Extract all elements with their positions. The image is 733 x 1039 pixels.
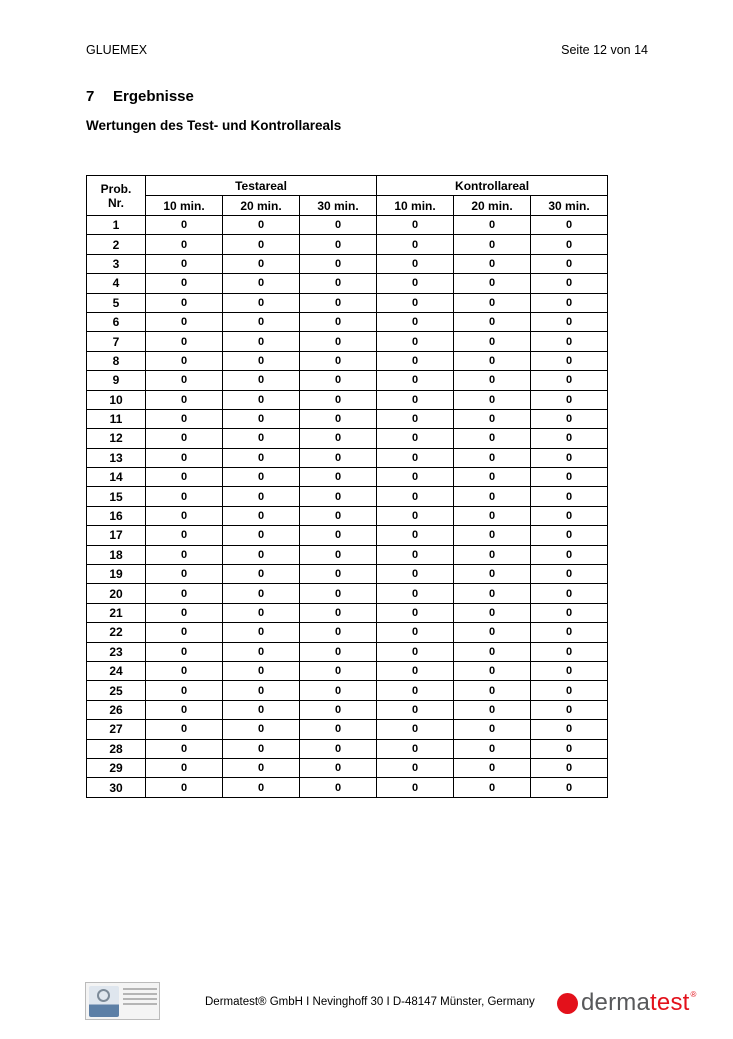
- proband-number-cell: 21: [87, 603, 146, 622]
- score-cell: 0: [531, 681, 608, 700]
- score-cell: 0: [146, 390, 223, 409]
- score-cell: 0: [223, 584, 300, 603]
- score-cell: 0: [454, 274, 531, 293]
- score-cell: 0: [300, 545, 377, 564]
- score-cell: 0: [377, 778, 454, 797]
- tuv-seal-icon: [89, 986, 119, 1017]
- score-cell: 0: [377, 390, 454, 409]
- score-cell: 0: [454, 720, 531, 739]
- score-cell: 0: [223, 545, 300, 564]
- table-row: [87, 468, 608, 487]
- header-testareal: Testareal: [146, 176, 377, 196]
- score-cell: 0: [531, 429, 608, 448]
- score-cell: 0: [223, 390, 300, 409]
- table-row: [87, 332, 608, 351]
- score-cell: 0: [300, 371, 377, 390]
- score-cell: 0: [377, 700, 454, 719]
- header-kontrollareal: Kontrollareal: [377, 176, 608, 196]
- score-cell: 0: [531, 739, 608, 758]
- score-cell: 0: [531, 351, 608, 370]
- document-header-left: GLUEMEX: [86, 43, 148, 57]
- score-cell: 0: [531, 312, 608, 331]
- table-row: [87, 409, 608, 428]
- header-prob-label: Prob.: [100, 181, 132, 196]
- proband-number-cell: 12: [87, 429, 146, 448]
- score-cell: 0: [223, 720, 300, 739]
- header-time: 20 min.: [454, 196, 531, 216]
- score-cell: 0: [146, 429, 223, 448]
- score-cell: 0: [300, 623, 377, 642]
- score-cell: 0: [300, 390, 377, 409]
- score-cell: 0: [300, 681, 377, 700]
- score-cell: 0: [377, 216, 454, 235]
- proband-number-cell: 23: [87, 642, 146, 661]
- score-cell: 0: [531, 642, 608, 661]
- score-cell: 0: [377, 642, 454, 661]
- score-cell: 0: [300, 720, 377, 739]
- score-cell: 0: [531, 293, 608, 312]
- score-cell: 0: [146, 720, 223, 739]
- score-cell: 0: [377, 506, 454, 525]
- proband-number-cell: 25: [87, 681, 146, 700]
- score-cell: 0: [223, 739, 300, 758]
- score-cell: 0: [223, 274, 300, 293]
- score-cell: 0: [146, 778, 223, 797]
- score-cell: 0: [377, 545, 454, 564]
- score-cell: 0: [454, 603, 531, 622]
- score-cell: 0: [454, 448, 531, 467]
- score-cell: 0: [531, 487, 608, 506]
- score-cell: 0: [146, 661, 223, 680]
- proband-number-cell: 7: [87, 332, 146, 351]
- score-cell: 0: [146, 254, 223, 273]
- score-cell: 0: [454, 584, 531, 603]
- proband-number-cell: 4: [87, 274, 146, 293]
- score-cell: 0: [377, 487, 454, 506]
- score-cell: 0: [223, 371, 300, 390]
- logo-part-test: test: [650, 989, 690, 1016]
- table-row: [87, 778, 608, 797]
- score-cell: 0: [454, 293, 531, 312]
- dermatest-logo: [557, 988, 696, 1018]
- page-number: Seite 12 von 14: [561, 43, 648, 57]
- score-cell: 0: [300, 584, 377, 603]
- proband-number-cell: 28: [87, 739, 146, 758]
- score-cell: 0: [223, 293, 300, 312]
- proband-number-cell: 18: [87, 545, 146, 564]
- score-cell: 0: [223, 487, 300, 506]
- score-cell: 0: [223, 351, 300, 370]
- score-cell: 0: [454, 661, 531, 680]
- table-row: [87, 681, 608, 700]
- table-row: [87, 545, 608, 564]
- score-cell: 0: [300, 565, 377, 584]
- proband-number-cell: 5: [87, 293, 146, 312]
- table-row: [87, 390, 608, 409]
- score-cell: 0: [146, 545, 223, 564]
- score-cell: 0: [223, 758, 300, 777]
- score-cell: 0: [531, 332, 608, 351]
- section-subtitle: Wertungen des Test- und Kontrollareals: [86, 118, 342, 133]
- table-row: [87, 584, 608, 603]
- score-cell: 0: [300, 739, 377, 758]
- table-row: [87, 642, 608, 661]
- proband-number-cell: 6: [87, 312, 146, 331]
- score-cell: 0: [300, 332, 377, 351]
- score-cell: 0: [377, 448, 454, 467]
- table-row: [87, 565, 608, 584]
- footer-address: Dermatest® GmbH I Nevinghoff 30 I D-48147 Münster, Germany: [205, 996, 535, 1008]
- table-row: [87, 506, 608, 525]
- score-cell: 0: [223, 409, 300, 428]
- score-cell: 0: [146, 409, 223, 428]
- table-row: [87, 720, 608, 739]
- score-cell: 0: [223, 429, 300, 448]
- score-cell: 0: [531, 506, 608, 525]
- cert-text-lines: [123, 988, 157, 1008]
- proband-number-cell: 20: [87, 584, 146, 603]
- proband-number-cell: 11: [87, 409, 146, 428]
- header-time: 30 min.: [300, 196, 377, 216]
- score-cell: 0: [377, 332, 454, 351]
- results-table-body: [87, 216, 608, 798]
- score-cell: 0: [300, 758, 377, 777]
- score-cell: 0: [377, 468, 454, 487]
- score-cell: 0: [377, 429, 454, 448]
- proband-number-cell: 8: [87, 351, 146, 370]
- score-cell: 0: [300, 293, 377, 312]
- score-cell: 0: [454, 216, 531, 235]
- score-cell: 0: [300, 468, 377, 487]
- score-cell: 0: [223, 681, 300, 700]
- score-cell: 0: [454, 468, 531, 487]
- score-cell: 0: [531, 526, 608, 545]
- proband-number-cell: 29: [87, 758, 146, 777]
- score-cell: 0: [454, 390, 531, 409]
- score-cell: 0: [146, 293, 223, 312]
- score-cell: 0: [454, 371, 531, 390]
- score-cell: 0: [146, 700, 223, 719]
- score-cell: 0: [146, 526, 223, 545]
- score-cell: 0: [300, 661, 377, 680]
- score-cell: 0: [300, 642, 377, 661]
- score-cell: 0: [531, 448, 608, 467]
- table-row: [87, 235, 608, 254]
- score-cell: 0: [146, 584, 223, 603]
- score-cell: 0: [531, 700, 608, 719]
- score-cell: 0: [454, 681, 531, 700]
- score-cell: 0: [146, 274, 223, 293]
- score-cell: 0: [223, 216, 300, 235]
- score-cell: 0: [454, 235, 531, 254]
- header-time: 30 min.: [531, 196, 608, 216]
- table-row: [87, 274, 608, 293]
- score-cell: 0: [146, 758, 223, 777]
- table-row: [87, 293, 608, 312]
- proband-number-cell: 30: [87, 778, 146, 797]
- proband-number-cell: 1: [87, 216, 146, 235]
- table-row: [87, 739, 608, 758]
- score-cell: 0: [146, 603, 223, 622]
- score-cell: 0: [300, 216, 377, 235]
- score-cell: 0: [146, 371, 223, 390]
- proband-number-cell: 26: [87, 700, 146, 719]
- score-cell: 0: [300, 409, 377, 428]
- score-cell: 0: [146, 565, 223, 584]
- score-cell: 0: [146, 623, 223, 642]
- score-cell: 0: [146, 351, 223, 370]
- score-cell: 0: [223, 700, 300, 719]
- table-row: [87, 216, 608, 235]
- score-cell: 0: [146, 681, 223, 700]
- score-cell: 0: [300, 700, 377, 719]
- score-cell: 0: [146, 312, 223, 331]
- section-heading: [86, 88, 194, 105]
- table-row: [87, 448, 608, 467]
- proband-number-cell: 13: [87, 448, 146, 467]
- logo-registered-mark: ®: [690, 990, 697, 999]
- score-cell: 0: [377, 584, 454, 603]
- score-cell: 0: [377, 293, 454, 312]
- score-cell: 0: [454, 506, 531, 525]
- score-cell: 0: [146, 332, 223, 351]
- proband-number-cell: 22: [87, 623, 146, 642]
- header-time: 10 min.: [146, 196, 223, 216]
- score-cell: 0: [531, 584, 608, 603]
- score-cell: 0: [377, 312, 454, 331]
- logo-red-dot-icon: [557, 993, 578, 1014]
- proband-number-cell: 14: [87, 468, 146, 487]
- score-cell: 0: [454, 409, 531, 428]
- score-cell: 0: [223, 235, 300, 254]
- score-cell: 0: [454, 545, 531, 564]
- score-cell: 0: [377, 565, 454, 584]
- score-cell: 0: [377, 409, 454, 428]
- header-proband-number: [87, 176, 146, 216]
- score-cell: 0: [531, 565, 608, 584]
- score-cell: 0: [531, 468, 608, 487]
- score-cell: 0: [454, 526, 531, 545]
- score-cell: 0: [454, 254, 531, 273]
- score-cell: 0: [377, 758, 454, 777]
- score-cell: 0: [531, 235, 608, 254]
- score-cell: 0: [377, 681, 454, 700]
- table-row: [87, 623, 608, 642]
- score-cell: 0: [454, 739, 531, 758]
- table-row: [87, 312, 608, 331]
- score-cell: 0: [223, 254, 300, 273]
- table-row: [87, 526, 608, 545]
- logo-wordmark: [581, 991, 690, 1015]
- score-cell: 0: [531, 274, 608, 293]
- table-row: [87, 700, 608, 719]
- score-cell: 0: [531, 216, 608, 235]
- score-cell: 0: [300, 448, 377, 467]
- score-cell: 0: [454, 332, 531, 351]
- score-cell: 0: [146, 468, 223, 487]
- proband-number-cell: 17: [87, 526, 146, 545]
- score-cell: 0: [223, 661, 300, 680]
- score-cell: 0: [531, 603, 608, 622]
- score-cell: 0: [454, 487, 531, 506]
- score-cell: 0: [531, 623, 608, 642]
- score-cell: 0: [454, 565, 531, 584]
- table-row: [87, 603, 608, 622]
- score-cell: 0: [377, 351, 454, 370]
- logo-part-derma: derma: [581, 989, 651, 1016]
- score-cell: 0: [454, 351, 531, 370]
- score-cell: 0: [531, 720, 608, 739]
- score-cell: 0: [146, 216, 223, 235]
- score-cell: 0: [531, 545, 608, 564]
- table-row: [87, 351, 608, 370]
- score-cell: 0: [223, 778, 300, 797]
- results-table: [86, 175, 608, 798]
- score-cell: 0: [377, 661, 454, 680]
- score-cell: 0: [146, 642, 223, 661]
- score-cell: 0: [223, 506, 300, 525]
- score-cell: 0: [531, 390, 608, 409]
- score-cell: 0: [300, 351, 377, 370]
- score-cell: 0: [454, 312, 531, 331]
- score-cell: 0: [377, 254, 454, 273]
- score-cell: 0: [146, 235, 223, 254]
- table-row: [87, 487, 608, 506]
- tuv-certification-badge-icon: [85, 982, 160, 1020]
- proband-number-cell: 10: [87, 390, 146, 409]
- score-cell: 0: [300, 274, 377, 293]
- score-cell: 0: [454, 700, 531, 719]
- score-cell: 0: [223, 312, 300, 331]
- score-cell: 0: [300, 778, 377, 797]
- score-cell: 0: [377, 274, 454, 293]
- header-time: 10 min.: [377, 196, 454, 216]
- score-cell: 0: [377, 739, 454, 758]
- score-cell: 0: [531, 758, 608, 777]
- score-cell: 0: [223, 565, 300, 584]
- table-row: [87, 661, 608, 680]
- proband-number-cell: 2: [87, 235, 146, 254]
- proband-number-cell: 19: [87, 565, 146, 584]
- proband-number-cell: 16: [87, 506, 146, 525]
- score-cell: 0: [223, 468, 300, 487]
- section-title: Ergebnisse: [113, 88, 194, 105]
- score-cell: 0: [454, 623, 531, 642]
- proband-number-cell: 27: [87, 720, 146, 739]
- score-cell: 0: [300, 254, 377, 273]
- score-cell: 0: [454, 778, 531, 797]
- score-cell: 0: [223, 603, 300, 622]
- score-cell: 0: [223, 526, 300, 545]
- header-nr-label: Nr.: [107, 195, 124, 210]
- proband-number-cell: 24: [87, 661, 146, 680]
- score-cell: 0: [377, 603, 454, 622]
- score-cell: 0: [377, 235, 454, 254]
- section-number: 7: [86, 88, 95, 105]
- score-cell: 0: [300, 603, 377, 622]
- score-cell: 0: [300, 487, 377, 506]
- score-cell: 0: [531, 409, 608, 428]
- header-time: 20 min.: [223, 196, 300, 216]
- score-cell: 0: [146, 448, 223, 467]
- table-row: [87, 429, 608, 448]
- score-cell: 0: [377, 623, 454, 642]
- proband-number-cell: 3: [87, 254, 146, 273]
- table-row: [87, 371, 608, 390]
- score-cell: 0: [531, 661, 608, 680]
- score-cell: 0: [300, 429, 377, 448]
- score-cell: 0: [223, 332, 300, 351]
- score-cell: 0: [300, 312, 377, 331]
- score-cell: 0: [531, 778, 608, 797]
- score-cell: 0: [146, 487, 223, 506]
- score-cell: 0: [454, 758, 531, 777]
- score-cell: 0: [377, 526, 454, 545]
- proband-number-cell: 15: [87, 487, 146, 506]
- score-cell: 0: [377, 371, 454, 390]
- proband-number-cell: 9: [87, 371, 146, 390]
- score-cell: 0: [377, 720, 454, 739]
- score-cell: 0: [300, 526, 377, 545]
- score-cell: 0: [300, 235, 377, 254]
- score-cell: 0: [223, 448, 300, 467]
- score-cell: 0: [146, 739, 223, 758]
- score-cell: 0: [223, 642, 300, 661]
- score-cell: 0: [531, 371, 608, 390]
- score-cell: 0: [300, 506, 377, 525]
- table-row: [87, 758, 608, 777]
- score-cell: 0: [454, 429, 531, 448]
- table-row: [87, 254, 608, 273]
- score-cell: 0: [223, 623, 300, 642]
- score-cell: 0: [146, 506, 223, 525]
- score-cell: 0: [454, 642, 531, 661]
- score-cell: 0: [531, 254, 608, 273]
